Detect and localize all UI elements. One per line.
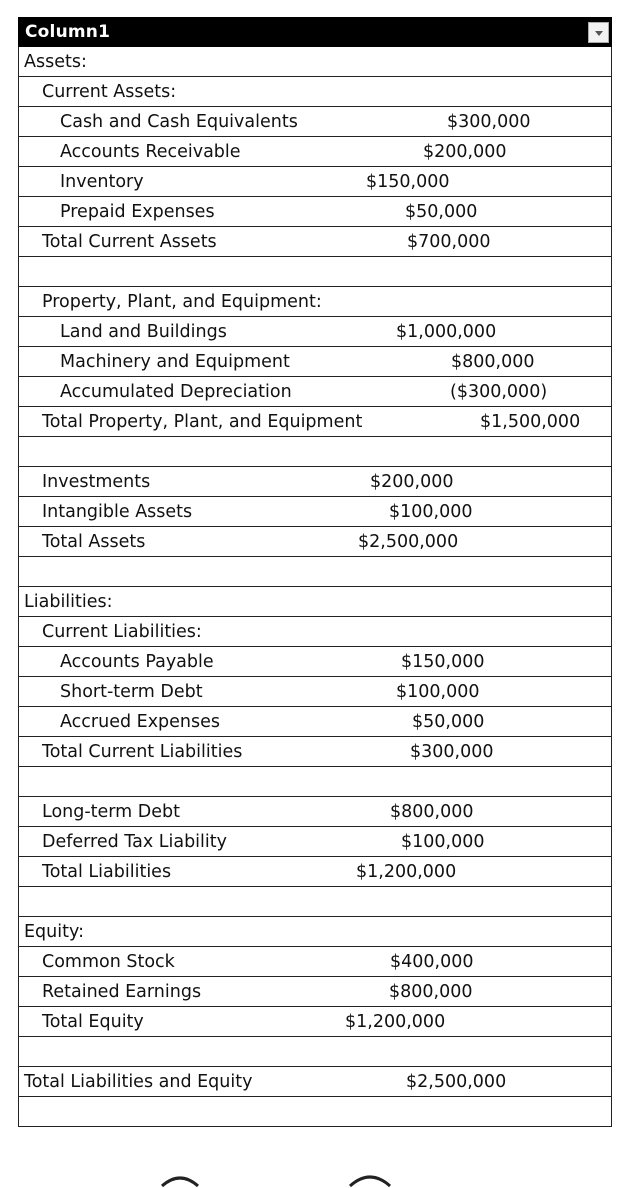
row-label: Cash and Cash Equivalents [60,112,298,132]
row-label: Current Liabilities: [42,622,202,642]
row-label: Total Current Liabilities [42,742,243,762]
cropped-text-fragment [150,1168,410,1188]
row-value: $2,500,000 [358,532,459,552]
table-row[interactable] [19,137,611,167]
table-row[interactable] [19,437,611,467]
row-value: $800,000 [451,352,535,372]
row-value: $1,200,000 [356,862,457,882]
row-label: Accounts Payable [60,652,214,672]
row-value: $1,200,000 [345,1012,446,1032]
table-row[interactable] [19,887,611,917]
column-title: Column1 [25,22,111,42]
row-label: Assets: [24,52,87,72]
table-row[interactable] [19,47,611,77]
table-row[interactable] [19,467,611,497]
row-value: $800,000 [389,982,473,1002]
table-row[interactable] [19,257,611,287]
row-value: $50,000 [412,712,485,732]
row-value: $1,500,000 [480,412,581,432]
table-row[interactable] [19,1037,611,1067]
balance-sheet-table [18,17,612,1127]
table-row[interactable] [19,947,611,977]
table-row[interactable] [19,227,611,257]
row-label: Current Assets: [42,82,177,102]
table-row[interactable] [19,677,611,707]
row-value: ($300,000) [450,382,548,402]
row-label: Deferred Tax Liability [42,832,227,852]
table-row[interactable] [19,407,611,437]
table-row[interactable] [19,287,611,317]
row-label: Land and Buildings [60,322,227,342]
row-value: $300,000 [410,742,494,762]
column-header[interactable] [18,17,612,47]
row-value: $800,000 [390,802,474,822]
table-row[interactable] [19,737,611,767]
row-label: Accrued Expenses [60,712,221,732]
row-value: $1,000,000 [396,322,497,342]
row-value: $150,000 [366,172,450,192]
row-label: Total Current Assets [42,232,217,252]
row-label: Equity: [24,922,84,942]
row-label: Accounts Receivable [60,142,241,162]
row-value: $2,500,000 [406,1072,507,1092]
row-label: Machinery and Equipment [60,352,290,372]
table-row[interactable] [19,527,611,557]
table-row[interactable] [19,617,611,647]
table-row[interactable] [19,767,611,797]
table-row[interactable] [19,827,611,857]
table-row[interactable] [19,647,611,677]
row-label: Total Equity [42,1012,144,1032]
row-value: $200,000 [423,142,507,162]
table-body [18,47,612,1127]
row-value: $400,000 [390,952,474,972]
table-row[interactable] [19,1007,611,1037]
table-row[interactable] [19,497,611,527]
table-row[interactable] [19,557,611,587]
row-label: Total Property, Plant, and Equipment [42,412,363,432]
row-value: $50,000 [405,202,478,222]
row-value: $200,000 [370,472,454,492]
row-label: Inventory [60,172,144,192]
row-value: $150,000 [401,652,485,672]
row-value: $300,000 [447,112,531,132]
row-label: Long-term Debt [42,802,181,822]
filter-dropdown-button[interactable] [588,22,609,43]
row-label: Common Stock [42,952,175,972]
table-row[interactable] [19,197,611,227]
row-value: $100,000 [396,682,480,702]
row-label: Total Liabilities and Equity [24,1072,253,1092]
row-value: $100,000 [401,832,485,852]
chevron-down-icon [595,31,603,36]
table-row[interactable] [19,797,611,827]
table-row[interactable] [19,377,611,407]
row-label: Short-term Debt [60,682,203,702]
row-label: Total Assets [42,532,146,552]
row-value: $700,000 [407,232,491,252]
table-row[interactable] [19,707,611,737]
table-row[interactable] [19,107,611,137]
table-row[interactable] [19,1097,611,1127]
row-label: Intangible Assets [42,502,193,522]
table-row[interactable] [19,167,611,197]
table-row[interactable] [19,317,611,347]
row-label: Property, Plant, and Equipment: [42,292,322,312]
table-row[interactable] [19,1067,611,1097]
table-row[interactable] [19,587,611,617]
row-label: Liabilities: [24,592,113,612]
table-row[interactable] [19,977,611,1007]
row-label: Retained Earnings [42,982,202,1002]
row-value: $100,000 [389,502,473,522]
row-label: Prepaid Expenses [60,202,215,222]
row-label: Total Liabilities [42,862,172,882]
row-label: Investments [42,472,151,492]
row-label: Accumulated Depreciation [60,382,292,402]
table-row[interactable] [19,857,611,887]
table-row[interactable] [19,77,611,107]
table-row[interactable] [19,917,611,947]
table-row[interactable] [19,347,611,377]
